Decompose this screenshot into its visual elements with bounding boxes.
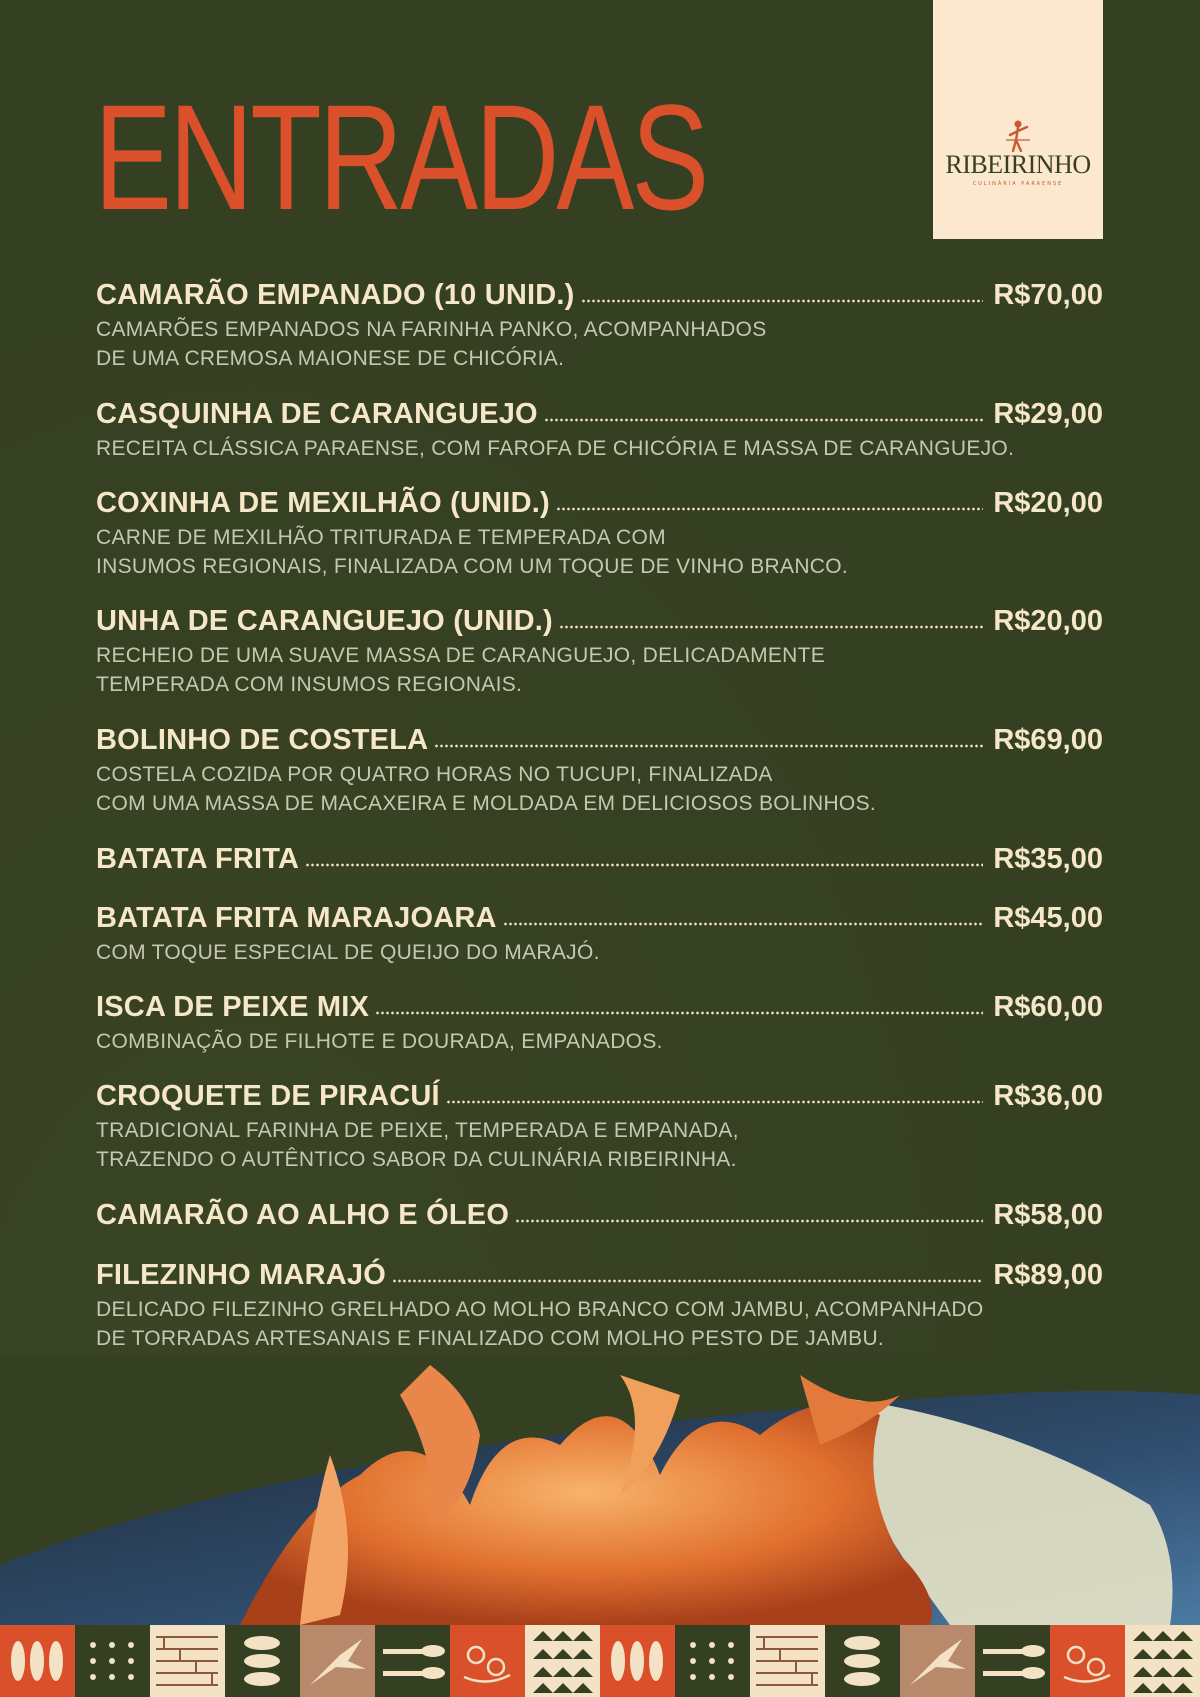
menu-item-price: R$89,00 [993, 1259, 1103, 1291]
menu-item-description [96, 1116, 1103, 1174]
menu-item-row [96, 1199, 1103, 1241]
menu-item-description [96, 434, 1103, 463]
triangles-icon [1125, 1625, 1200, 1697]
menu-item-price: R$70,00 [993, 279, 1103, 311]
description-line: TRADICIONAL FARINHA DE PEIXE, TEMPERADA E EMPANADA, [96, 1119, 739, 1142]
fisherman-logo-icon [1003, 118, 1033, 152]
leaf-icon [825, 1625, 900, 1697]
dotted-leader [434, 744, 983, 748]
dotted-leader [305, 863, 983, 867]
meander-icon [750, 1625, 825, 1697]
menu-item-name: BATATA FRITA MARAJOARA [96, 902, 497, 934]
dotted-leader [559, 625, 983, 629]
menu-item [96, 1199, 1103, 1241]
fish-icon [450, 1625, 525, 1697]
boats-icon [600, 1625, 675, 1697]
menu-item [96, 1080, 1103, 1174]
meander-icon [150, 1625, 225, 1697]
description-line: COM TOQUE ESPECIAL DE QUEIJO DO MARAJÓ. [96, 941, 600, 964]
menu-item-price: R$36,00 [993, 1080, 1103, 1112]
fried-shrimp-photo [0, 1355, 1200, 1625]
description-line: INSUMOS REGIONAIS, FINALIZADA COM UM TOQUE DE VINHO BRANCO. [96, 555, 849, 578]
triangles-icon [525, 1625, 600, 1697]
menu-item-name: CASQUINHA DE CARANGUEJO [96, 398, 538, 430]
dotted-leader [544, 418, 984, 422]
dotted-leader [581, 299, 984, 303]
page-title: ENTRADAS [94, 73, 707, 241]
menu-item-name: UNHA DE CARANGUEJO (UNID.) [96, 605, 553, 637]
menu-item-name: COXINHA DE MEXILHÃO (UNID.) [96, 487, 550, 519]
menu-item [96, 605, 1103, 699]
menu-item-description [96, 760, 1103, 818]
menu-item [96, 487, 1103, 581]
description-line: RECEITA CLÁSSICA PARAENSE, COM FAROFA DE CHICÓRIA E MASSA DE CARANGUEJO. [96, 437, 1015, 460]
stars-icon [75, 1625, 150, 1697]
menu-item [96, 398, 1103, 463]
logo-tagline: CULINÁRIA PARAENSE [972, 181, 1064, 187]
description-line: CAMARÕES EMPANADOS NA FARINHA PANKO, ACOMPANHADOS [96, 318, 767, 341]
heron-icon [900, 1625, 975, 1697]
dotted-leader [392, 1279, 983, 1283]
dotted-leader [375, 1011, 983, 1015]
description-line: DELICADO FILEZINHO GRELHADO AO MOLHO BRANCO COM JAMBU, ACOMPANHADO [96, 1298, 984, 1321]
menu-item-description [96, 1027, 1103, 1056]
description-line: DE UMA CREMOSA MAIONESE DE CHICÓRIA. [96, 347, 565, 370]
boats-icon [0, 1625, 75, 1697]
menu-item-description [96, 1295, 1103, 1353]
description-line: COMBINAÇÃO DE FILHOTE E DOURADA, EMPANADOS. [96, 1030, 663, 1053]
description-line: COSTELA COZIDA POR QUATRO HORAS NO TUCUPI, FINALIZADA [96, 763, 773, 786]
menu-item-price: R$20,00 [993, 605, 1103, 637]
decorative-pattern-strip [0, 1625, 1200, 1697]
fish-icon [1050, 1625, 1125, 1697]
menu-item-price: R$35,00 [993, 843, 1103, 875]
description-line: CARNE DE MEXILHÃO TRITURADA E TEMPERADA COM [96, 526, 666, 549]
menu-item-price: R$20,00 [993, 487, 1103, 519]
leaf-icon [225, 1625, 300, 1697]
menu-item [96, 1259, 1103, 1353]
menu-item [96, 279, 1103, 373]
description-line: TEMPERADA COM INSUMOS REGIONAIS. [96, 673, 523, 696]
dotted-leader [515, 1219, 983, 1223]
dotted-leader [503, 922, 984, 926]
description-line: TRAZENDO O AUTÊNTICO SABOR DA CULINÁRIA RIBEIRINHA. [96, 1148, 737, 1171]
paddle-icon [375, 1625, 450, 1697]
menu-item-price: R$60,00 [993, 991, 1103, 1023]
description-line: RECHEIO DE UMA SUAVE MASSA DE CARANGUEJO, DELICADAMENTE [96, 644, 826, 667]
menu-item [96, 724, 1103, 818]
menu-item-price: R$45,00 [993, 902, 1103, 934]
menu-item [96, 843, 1103, 885]
menu-item-price: R$29,00 [993, 398, 1103, 430]
menu-item-name: CAMARÃO AO ALHO E ÓLEO [96, 1199, 510, 1231]
stars-icon [675, 1625, 750, 1697]
menu-item-price: R$58,00 [993, 1199, 1103, 1231]
menu-item-row [96, 843, 1103, 885]
menu-item-name: BATATA FRITA [96, 843, 300, 875]
logo-card [933, 0, 1103, 239]
menu-item-name: CAMARÃO EMPANADO (10 UNID.) [96, 279, 575, 311]
dotted-leader [556, 507, 984, 511]
menu-item-name: BOLINHO DE COSTELA [96, 724, 429, 756]
dotted-leader [446, 1100, 984, 1104]
menu-item-description [96, 641, 1103, 699]
menu-item-price: R$69,00 [993, 724, 1103, 756]
menu-item-name: CROQUETE DE PIRACUÍ [96, 1080, 440, 1112]
description-line: DE TORRADAS ARTESANAIS E FINALIZADO COM MOLHO PESTO DE JAMBU. [96, 1327, 885, 1350]
menu-item-name: FILEZINHO MARAJÓ [96, 1259, 386, 1291]
heron-icon [300, 1625, 375, 1697]
logo-wordmark: RIBEIRINHO [945, 150, 1091, 179]
menu-item [96, 902, 1103, 967]
menu-item-description [96, 938, 1103, 967]
menu-item-name: ISCA DE PEIXE MIX [96, 991, 370, 1023]
description-line: COM UMA MASSA DE MACAXEIRA E MOLDADA EM DELICIOSOS BOLINHOS. [96, 792, 877, 815]
menu-item [96, 991, 1103, 1056]
paddle-icon [975, 1625, 1050, 1697]
menu-item-description [96, 315, 1103, 373]
menu-item-description [96, 523, 1103, 581]
